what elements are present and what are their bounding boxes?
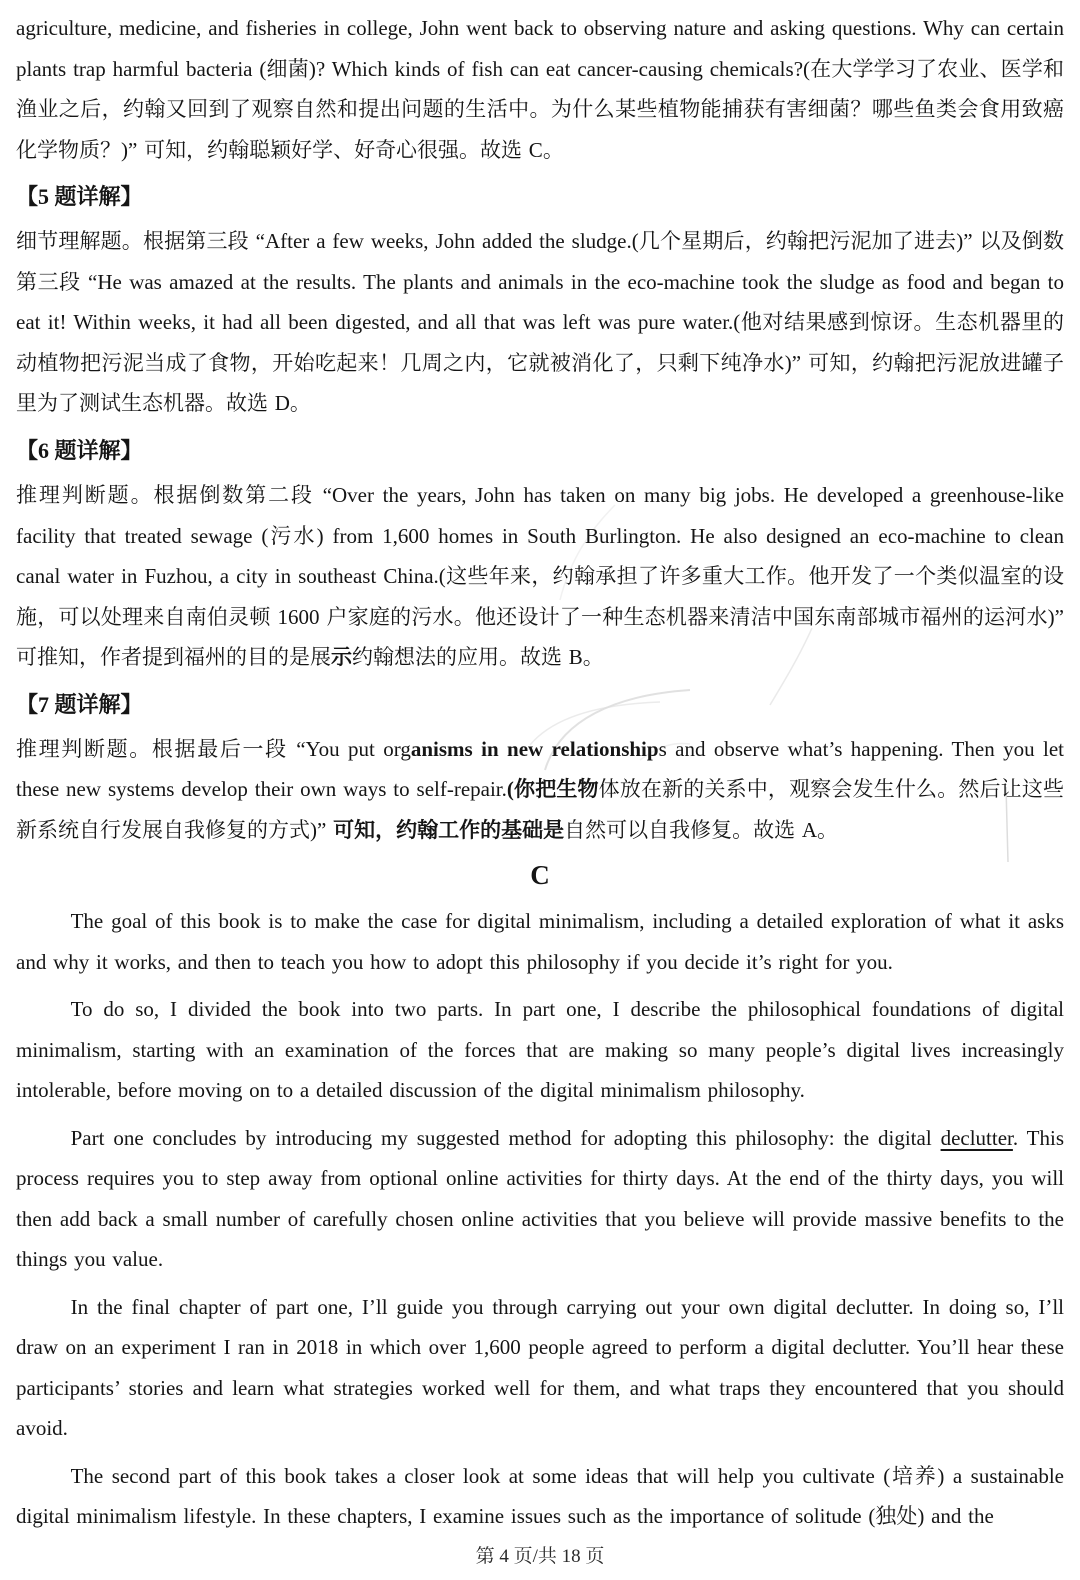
text-run: The goal of this book is to make the case for digital minimalism, including a detailed exploration of what it asks and why it works, and then to teach you how to adopt this philosophy if you decide it’s right for you. (16, 909, 1064, 974)
text-run: anisms in new relationship (410, 736, 659, 761)
passage-c-paragraph-4 (16, 1287, 1064, 1449)
page-number-footer: 第 4 页/共 18 页 (475, 1546, 605, 1567)
question-7-heading: 【7 题详解】 (16, 691, 143, 717)
question-5-heading: 【5 题详解】 (16, 184, 143, 210)
passage-b-q4-explanation-continued (16, 8, 1064, 170)
text-run: agriculture, medicine, and fisheries in college, John went back to observing nature and asking questions. Why can certain plants trap harmful bacteria (细菌)? Which kinds of fish can eat cancer-causing chemicals?(在大学学习了农业、医学和渔业之后，约翰又回到了观察自然和提出问题的生活中。为什么某些植物能捕获有害细菌？哪些鱼类会食用致癌化学物质？)” 可知，约翰聪颖好学、好奇心很强。故选 C。 (16, 16, 1064, 162)
text-run: In the final chapter of part one, I’ll guide you through carrying out your own digital declutter. In doing so, I’ll draw on an experiment I ran in 2018 in which over 1,600 people agreed to perform a digital declutter. You’ll hear these participants’ stories and learn what strategies worked well for them, and what traps they encountered that you should avoid. (16, 1294, 1064, 1441)
text-run: 体放在新的关系中，观察会发生什么。然后让这些新系统自行发展自我修复的方式)” (16, 777, 1064, 842)
passage-c-heading: C (530, 860, 550, 891)
question-7-explanation (16, 729, 1064, 851)
text-run: 约翰想法的应用。故选 B。 (352, 645, 604, 670)
text-run: 自然可以自我修复。故选 A。 (564, 817, 838, 842)
passage-c-paragraph-2 (16, 989, 1064, 1111)
text-run: 推理判断题。根据倒数第二段 “Over the years, John has taken on many big jobs. He developed a greenhouse-like facility that treated sewage (污水) from 1,600 homes in South Burlington. He also designed an eco-machine to clean canal water in Fuzhou, a city in southeast China.(这些年来，约翰承担了许多重大工作。他开发了一个类似温室的设施，可以处理来自南伯灵顿 1600 户家庭的污水。他还设计了一种生态机器来清洁中国东南部城市福州的运河水)” 可推知，作者提到福州的目的是展 (16, 483, 1064, 670)
passage-c-paragraph-5 (16, 1456, 1064, 1537)
question-6-heading: 【6 题详解】 (16, 437, 143, 463)
text-run: declutter (940, 1125, 1013, 1150)
text-run: 推理判断题。根据最后一段 “You put org (16, 736, 411, 761)
text-run: Part one concludes by introducing my suggested method for adopting this philosophy: the digital (70, 1125, 941, 1150)
text-run: 示 (331, 645, 352, 670)
passage-c-paragraph-3 (16, 1118, 1064, 1280)
question-6-explanation (16, 475, 1064, 678)
text-run: To do so, I divided the book into two parts. In part one, I describe the philosophical foundations of digital minimalism, starting with an examination of the forces that are making so many people’s digital lives increasingly intolerable, before moving on to a detailed discussion of the digital minimalism philosophy. (16, 997, 1064, 1103)
text-run: The second part of this book takes a closer look at some ideas that will help you cultivate (培养) a sustainable digital minimalism lifestyle. In these chapters, I examine issues such as the importance of solitude (独处) and the (16, 1463, 1064, 1529)
text-run: (你把生物 (506, 777, 599, 802)
document-text-area (16, 8, 1064, 1537)
question-5-explanation (16, 221, 1064, 424)
text-run: . This process requires you to step away from optional online activities for thirty days. At the end of the thirty days, you will then add back a small number of carefully chosen online activities that you believe will provide massive benefits to the things you value. (16, 1125, 1064, 1272)
passage-c-paragraph-1 (16, 901, 1064, 982)
text-run: 可知，约翰工作的基础是 (333, 817, 565, 842)
text-run: s and observe what’s happening. Then you let these new systems develop their own ways to self-repair. (16, 736, 1064, 802)
text-run: 细节理解题。根据第三段 “After a few weeks, John added the sludge.(几个星期后，约翰把污泥加了进去)” 以及倒数第三段 “He was amazed at the results. The plants and animals in the eco-machine took the sludge as food and began to eat it! Within weeks, it had all been digested, and all that was left was pure water.(他对结果感到惊讶。生态机器里的动植物把污泥当成了食物，开始吃起来！几周之内，它就被消化了，只剩下纯净水)” 可知，约翰把污泥放进罐子里为了测试生态机器。故选 D。 (16, 229, 1064, 416)
